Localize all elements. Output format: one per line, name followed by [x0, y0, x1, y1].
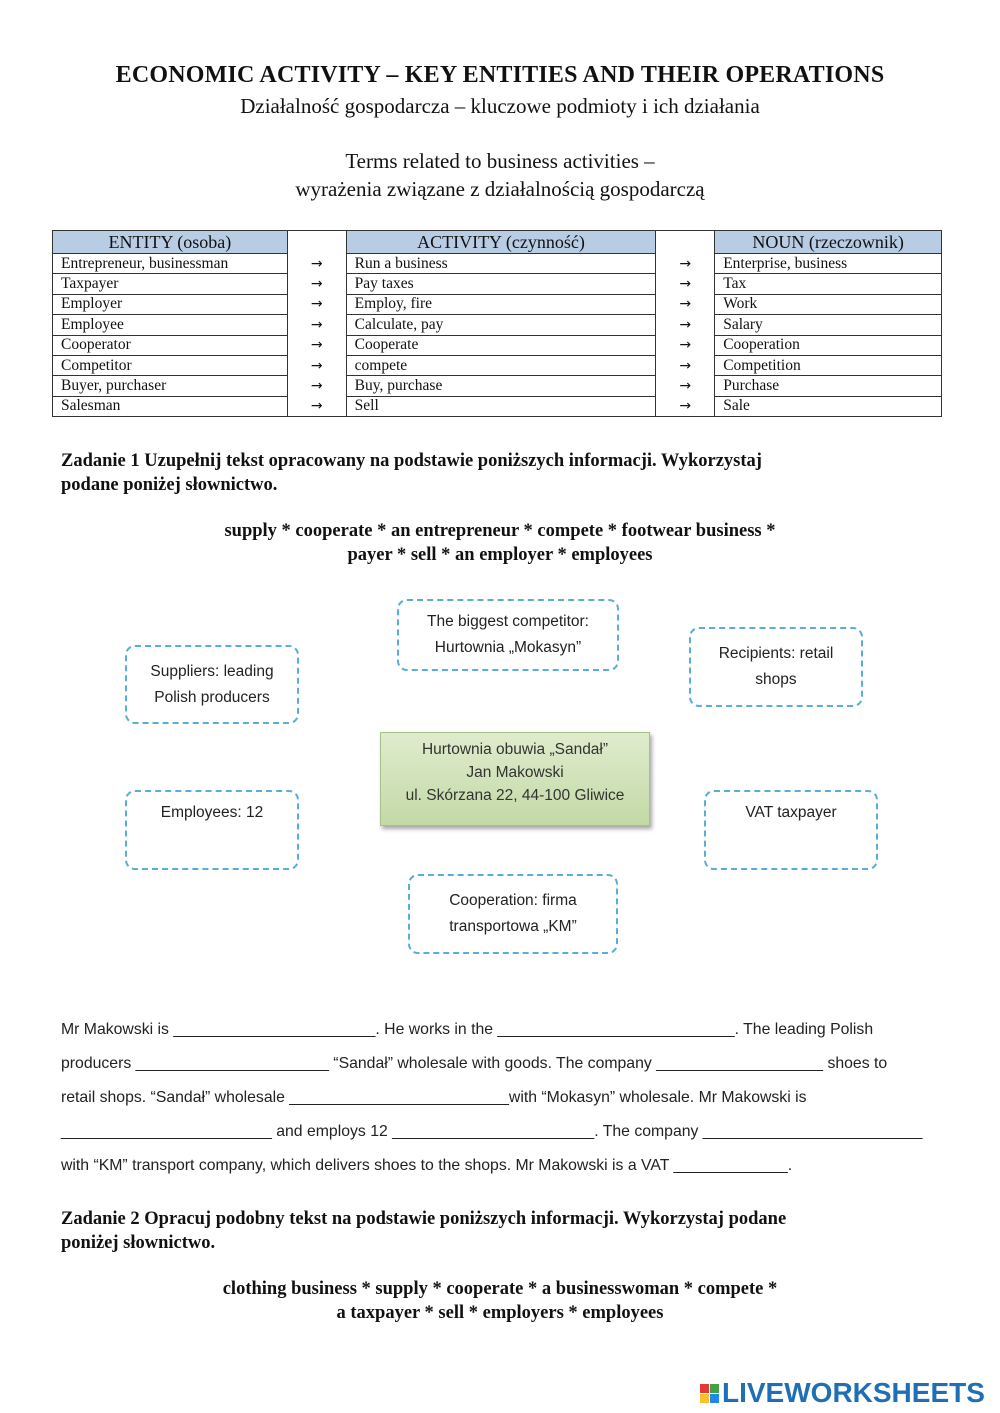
entity-cell: Cooperator	[53, 335, 288, 355]
arrow-icon: →	[310, 255, 323, 272]
entity-cell: Taxpayer	[53, 274, 288, 294]
suppliers-box: Suppliers: leading Polish producers	[125, 645, 299, 724]
arrow-icon: →	[679, 378, 692, 395]
employees-box: Employees: 12	[125, 790, 299, 870]
arrow-icon: →	[679, 357, 692, 374]
header-activity: ACTIVITY (czynność)	[346, 231, 656, 254]
activity-cell: Employ, fire	[346, 294, 656, 314]
center-line-2: Jan Makowski	[466, 764, 564, 781]
noun-cell: Purchase	[715, 376, 942, 396]
gap-text-line5[interactable]: with “KM” transport company, which delivers shoes to the shops. Mr Makowski is a VAT _____________.	[61, 1157, 793, 1174]
gap-text-line3[interactable]: retail shops. “Sandał” wholesale _________________________with “Mokasyn” wholesale. Mr Makowski is	[61, 1089, 807, 1106]
entity-cell: Employer	[53, 294, 288, 314]
task2-instruction-line1: Zadanie 2 Opracuj podobny tekst na podstawie poniższych informacji. Wykorzystaj podane	[61, 1209, 787, 1229]
center-line-1: Hurtownia obuwia „Sandał”	[421, 741, 609, 758]
activity-cell: Pay taxes	[346, 274, 656, 294]
competitor-box: The biggest competitor: Hurtownia „Mokasyn”	[397, 599, 619, 671]
task1-instruction-line1: Zadanie 1 Uzupełnij tekst opracowany na podstawie poniższych informacji. Wykorzystaj	[61, 451, 762, 471]
gap-text-line4[interactable]: ________________________ and employs 12 _______________________. The company _________________________	[61, 1123, 923, 1140]
task1-instruction-line2: podane poniżej słownictwo.	[61, 475, 278, 495]
arrow-icon: →	[287, 396, 346, 416]
header-entity: ENTITY (osoba)	[53, 231, 288, 254]
page-title: ECONOMIC ACTIVITY – KEY ENTITIES AND THEIR OPERATIONS	[115, 62, 885, 88]
arrow-icon: →	[310, 357, 323, 374]
table-row	[53, 294, 942, 314]
entity-cell: Salesman	[53, 396, 288, 416]
terms-heading-en: Terms related to business activities –	[345, 149, 655, 173]
header-noun: NOUN (rzeczownik)	[715, 231, 942, 254]
vat-box: VAT taxpayer	[704, 790, 878, 870]
noun-cell: Competition	[715, 355, 942, 375]
arrow-icon: →	[310, 296, 323, 313]
noun-cell: Work	[715, 294, 942, 314]
arrow-icon: →	[310, 316, 323, 333]
wholesaler-center-box	[380, 732, 650, 826]
arrow-icon: →	[310, 337, 323, 354]
activity-cell: Cooperate	[346, 335, 656, 355]
logo-text: LIVEWORKSHEETS	[722, 1377, 985, 1408]
task1-vocab-line1: supply * cooperate * an entrepreneur * compete * footwear business *	[224, 521, 776, 541]
recipients-box: Recipients: retail shops	[689, 627, 863, 707]
table-row	[53, 335, 942, 355]
noun-cell: Sale	[715, 396, 942, 416]
activity-cell: Sell	[346, 396, 656, 416]
noun-cell: Cooperation	[715, 335, 942, 355]
terms-table-header	[53, 231, 942, 254]
activity-cell: Run a business	[346, 254, 656, 274]
terms-heading-pl: wyrażenia związane z działalnością gospodarczą	[295, 177, 705, 201]
noun-cell: Salary	[715, 315, 942, 335]
arrow-icon: →	[679, 296, 692, 313]
entity-cell: Buyer, purchaser	[53, 376, 288, 396]
logo-mark-icon	[700, 1384, 719, 1403]
arrow-icon: →	[679, 255, 692, 272]
table-row	[53, 396, 942, 416]
page-subtitle: Działalność gospodarcza – kluczowe podmioty i ich działania	[240, 94, 760, 118]
entity-cell: Competitor	[53, 355, 288, 375]
terms-table	[52, 230, 942, 417]
table-row	[53, 376, 942, 396]
activity-cell: compete	[346, 355, 656, 375]
arrow-icon: →	[310, 276, 323, 293]
activity-cell: Buy, purchase	[346, 376, 656, 396]
activity-cell: Calculate, pay	[346, 315, 656, 335]
task1-vocab-line2: payer * sell * an employer * employees	[347, 545, 653, 565]
noun-cell: Tax	[715, 274, 942, 294]
arrow-icon: →	[310, 378, 323, 395]
task2-vocab-line1: clothing business * supply * cooperate * a businesswoman * compete *	[222, 1279, 778, 1299]
gap-text-line2[interactable]: producers ______________________ “Sandał” wholesale with goods. The company ___________________ shoes to	[61, 1055, 888, 1072]
arrow-icon: →	[679, 337, 692, 354]
arrow-icon: →	[679, 276, 692, 293]
liveworksheets-logo[interactable]	[700, 1375, 985, 1411]
entity-cell: Entrepreneur, businessman	[53, 254, 288, 274]
arrow-icon: →	[656, 396, 715, 416]
task2-vocab-line2: a taxpayer * sell * employers * employees	[336, 1303, 664, 1323]
table-row	[53, 355, 942, 375]
task2-instruction-line2: poniżej słownictwo.	[61, 1233, 216, 1253]
table-row	[53, 254, 942, 274]
table-row	[53, 315, 942, 335]
arrow-icon: →	[679, 316, 692, 333]
noun-cell: Enterprise, business	[715, 254, 942, 274]
table-row	[53, 274, 942, 294]
cooperation-box: Cooperation: firma transportowa „KM”	[408, 874, 618, 954]
center-line-3: ul. Skórzana 22, 44-100 Gliwice	[405, 787, 625, 804]
entity-cell: Employee	[53, 315, 288, 335]
gap-text-line1[interactable]: Mr Makowski is _______________________. He works in the ___________________________. The leading Polish	[61, 1021, 874, 1038]
